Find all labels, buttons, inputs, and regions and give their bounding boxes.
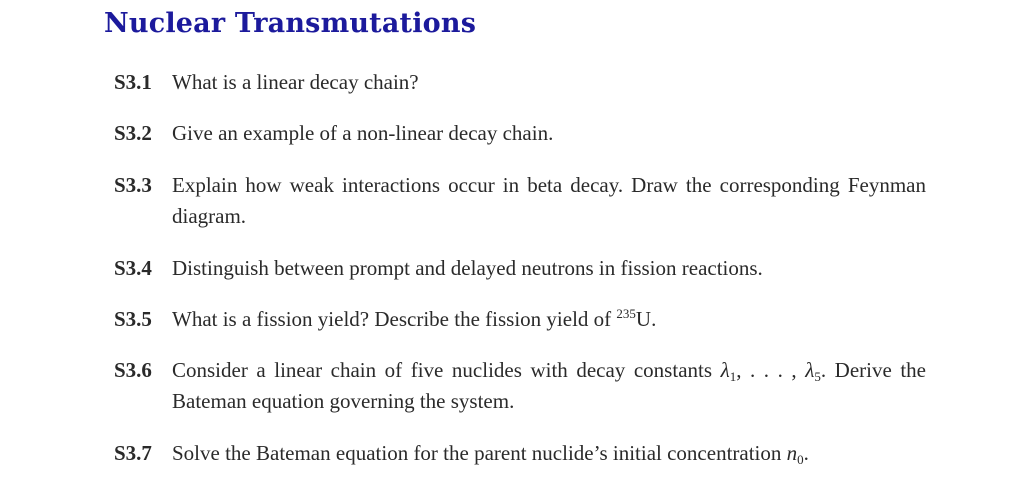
- question-number: S3.3: [114, 173, 152, 197]
- question-text-part: .: [651, 307, 657, 331]
- lambda-subscript-last: 5: [814, 369, 821, 384]
- question-text: Distinguish between prompt and delayed neutrons in fission reactions.: [172, 256, 763, 280]
- question-text: Explain how weak interactions occur in beta decay. Draw the corresponding Feynman diagram.: [172, 173, 926, 228]
- question-item-s3-5: [114, 304, 926, 335]
- question-item-s3-6: [114, 355, 926, 417]
- question-text-part: What is a fission yield? Describe the fission yield of: [172, 307, 617, 331]
- question-text: [172, 438, 926, 469]
- question-item-s3-7: [114, 438, 926, 469]
- concentration-subscript: 0: [797, 452, 804, 467]
- question-text-part: Consider a linear chain of five nuclides with decay constants: [172, 358, 721, 382]
- question-text: Give an example of a non-linear decay chain.: [172, 121, 554, 145]
- question-number: S3.2: [114, 121, 152, 145]
- question-text: What is a linear decay chain?: [172, 70, 419, 94]
- question-text-part: .: [803, 441, 809, 465]
- question-number: S3.5: [114, 307, 152, 331]
- isotope-mass-number: 235: [616, 306, 636, 321]
- lambda-symbol: λ: [720, 358, 730, 382]
- question-text: [172, 355, 926, 417]
- question-item-s3-4: [114, 253, 926, 284]
- question-number: S3.4: [114, 256, 152, 280]
- concentration-symbol: n: [786, 441, 798, 465]
- lambda-symbol: λ: [805, 358, 815, 382]
- question-number: S3.6: [114, 358, 152, 382]
- question-item-s3-1: [114, 67, 926, 98]
- question-number: S3.1: [114, 70, 152, 94]
- question-text-part: Solve the Bateman equation for the parent nuclide’s initial concentration: [172, 441, 787, 465]
- question-text-part: . Derive the Bateman equation governing the system.: [172, 358, 926, 413]
- question-item-s3-3: [114, 170, 926, 232]
- section-title: Nuclear Transmutations: [104, 8, 477, 39]
- question-item-s3-2: [114, 118, 926, 149]
- question-number: S3.7: [114, 441, 152, 465]
- isotope-symbol: U: [635, 307, 652, 331]
- question-text: [172, 304, 926, 335]
- lambda-subscript-first: 1: [729, 369, 737, 384]
- ellipsis: , . . . ,: [736, 358, 806, 382]
